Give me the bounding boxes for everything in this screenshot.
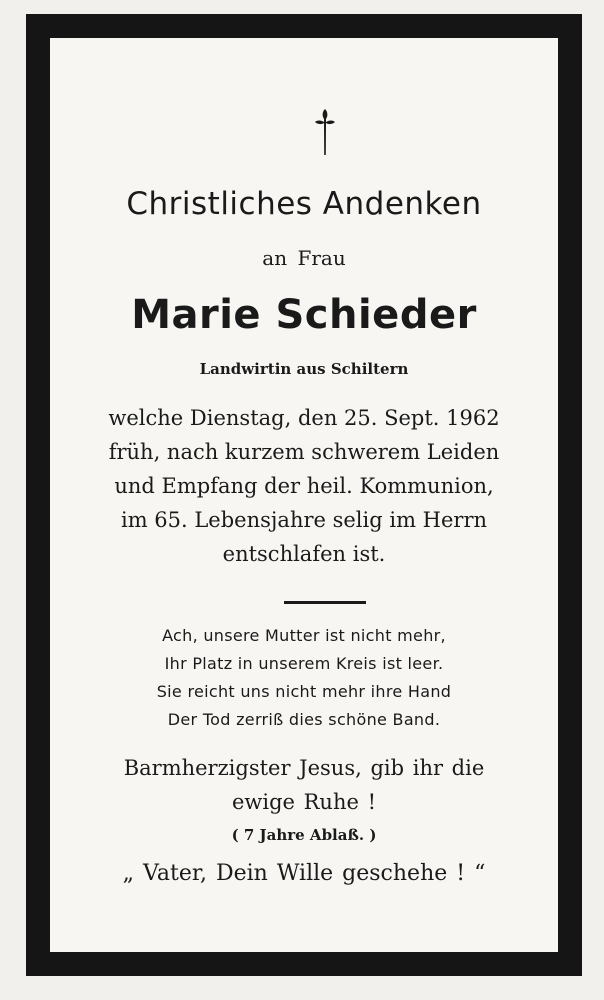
body-line: und Empfang der heil. Kommunion, <box>114 474 494 498</box>
body-line: früh, nach kurzem schwerem Leiden <box>108 440 500 464</box>
divider <box>284 601 366 604</box>
verse-line: Ihr Platz in unserem Kreis ist leer. <box>164 654 444 673</box>
verse-line: Der Tod zerriß dies schöne Band. <box>167 710 441 729</box>
occupation: Landwirtin aus Schiltern <box>199 360 409 378</box>
verse-line: Ach, unsere Mutter ist nicht mehr, <box>162 626 446 645</box>
verse-line: Sie reicht uns nicht mehr ihre Hand <box>156 682 452 701</box>
cross-icon <box>313 108 337 158</box>
deceased-name: Marie Schieder <box>131 292 477 338</box>
memorial-card-border <box>26 14 582 976</box>
body-line: im 65. Lebensjahre selig im Herrn <box>120 508 488 532</box>
memorial-card-paper <box>50 38 558 952</box>
closing-quote: „ Vater, Dein Wille geschehe ! “ <box>122 861 486 886</box>
salutation: an Frau <box>262 246 346 270</box>
prayer-line: Barmherzigster Jesus, gib ihr die <box>123 756 485 780</box>
body-line: entschlafen ist. <box>222 542 386 566</box>
prayer-line: ewige Ruhe ! <box>231 790 377 814</box>
card-title: Christliches Andenken <box>126 186 482 222</box>
body-line: welche Dienstag, den 25. Sept. 1962 <box>108 406 500 430</box>
indulgence-note: ( 7 Jahre Ablaß. ) <box>231 826 377 844</box>
